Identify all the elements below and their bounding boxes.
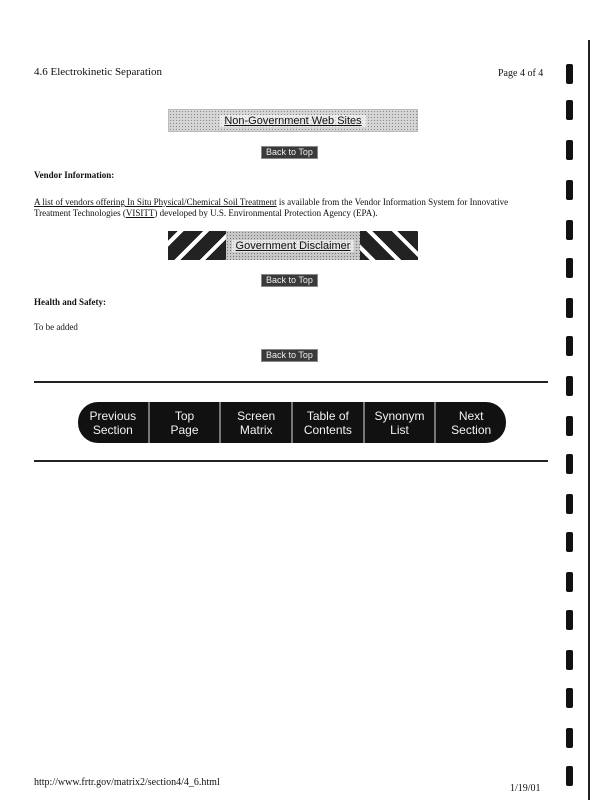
back-to-top-button[interactable]: Back to Top — [261, 146, 318, 159]
binder-mark — [566, 766, 573, 786]
binder-mark — [566, 376, 573, 396]
vendor-information-paragraph — [34, 197, 546, 219]
nav-label-line2: Page — [170, 422, 199, 437]
binder-mark — [566, 100, 573, 120]
binder-mark — [566, 140, 573, 160]
binder-mark — [566, 416, 573, 436]
previous-section-button[interactable] — [78, 402, 150, 443]
binder-mark — [566, 494, 573, 514]
binder-mark — [566, 532, 573, 552]
divider-bottom — [34, 460, 548, 462]
banner-middle — [226, 231, 360, 260]
nav-label-line1: Previous — [89, 408, 137, 423]
page-header-title: 4.6 Electrokinetic Separation — [34, 66, 162, 78]
binder-mark — [566, 454, 573, 474]
next-section-button[interactable] — [436, 402, 506, 443]
footer-date: 1/19/01 — [510, 783, 541, 794]
nav-label-line1: Table of — [306, 408, 349, 423]
vendor-information-heading: Vendor Information: — [34, 170, 115, 180]
table-of-contents-button[interactable] — [293, 402, 365, 443]
divider-top — [34, 381, 548, 383]
nav-label-line1: Top — [174, 408, 195, 423]
top-page-button[interactable] — [150, 402, 222, 443]
binder-mark — [566, 688, 573, 708]
page-number: Page 4 of 4 — [498, 68, 544, 79]
binder-mark — [566, 64, 573, 84]
binder-mark — [566, 728, 573, 748]
nav-label-line2: Matrix — [239, 422, 273, 437]
binder-mark — [566, 220, 573, 240]
binder-mark — [566, 572, 573, 592]
vendor-text-part2: ) developed by U.S. Environmental Protection Agency (EPA). — [154, 208, 378, 218]
vendor-text-part1: is available from the Vendor Information System for Innovative Treatment Technologies ( — [34, 197, 509, 218]
government-disclaimer-banner[interactable] — [168, 231, 418, 260]
nav-label-line1: Synonym — [374, 408, 425, 423]
nav-label-line1: Next — [458, 408, 484, 423]
nav-label-line2: Section — [92, 422, 133, 437]
government-disclaimer-label: Government Disclaimer — [232, 240, 355, 252]
banner-stripes-right — [360, 231, 418, 260]
synonym-list-button[interactable] — [365, 402, 437, 443]
health-and-safety-heading: Health and Safety: — [34, 297, 106, 307]
binder-edge — [588, 40, 590, 800]
vendor-list-link[interactable]: A list of vendors offering In Situ Physical/Chemical Soil Treatment — [34, 197, 277, 207]
banner-stripes-left — [168, 231, 226, 260]
screen-matrix-button[interactable] — [221, 402, 293, 443]
visitt-link[interactable]: VISITT — [125, 208, 155, 218]
binder-mark — [566, 610, 573, 630]
back-to-top-button[interactable]: Back to Top — [261, 274, 318, 287]
binder-mark — [566, 336, 573, 356]
binder-mark — [566, 180, 573, 200]
footer-url: http://www.frtr.gov/matrix2/section4/4_6.html — [34, 777, 220, 788]
non-government-web-sites-banner — [168, 109, 418, 132]
binder-mark — [566, 258, 573, 278]
nav-label-line1: Screen — [237, 408, 276, 423]
back-to-top-button[interactable]: Back to Top — [261, 349, 318, 362]
nav-label-line2: Contents — [303, 422, 352, 437]
health-and-safety-text: To be added — [34, 322, 78, 332]
non-government-banner-label: Non-Government Web Sites — [220, 115, 365, 127]
binder-mark — [566, 650, 573, 670]
nav-label-line2: Section — [451, 422, 492, 437]
nav-label-line2: List — [390, 422, 409, 437]
binder-mark — [566, 298, 573, 318]
section-navigation-bar — [78, 402, 506, 443]
